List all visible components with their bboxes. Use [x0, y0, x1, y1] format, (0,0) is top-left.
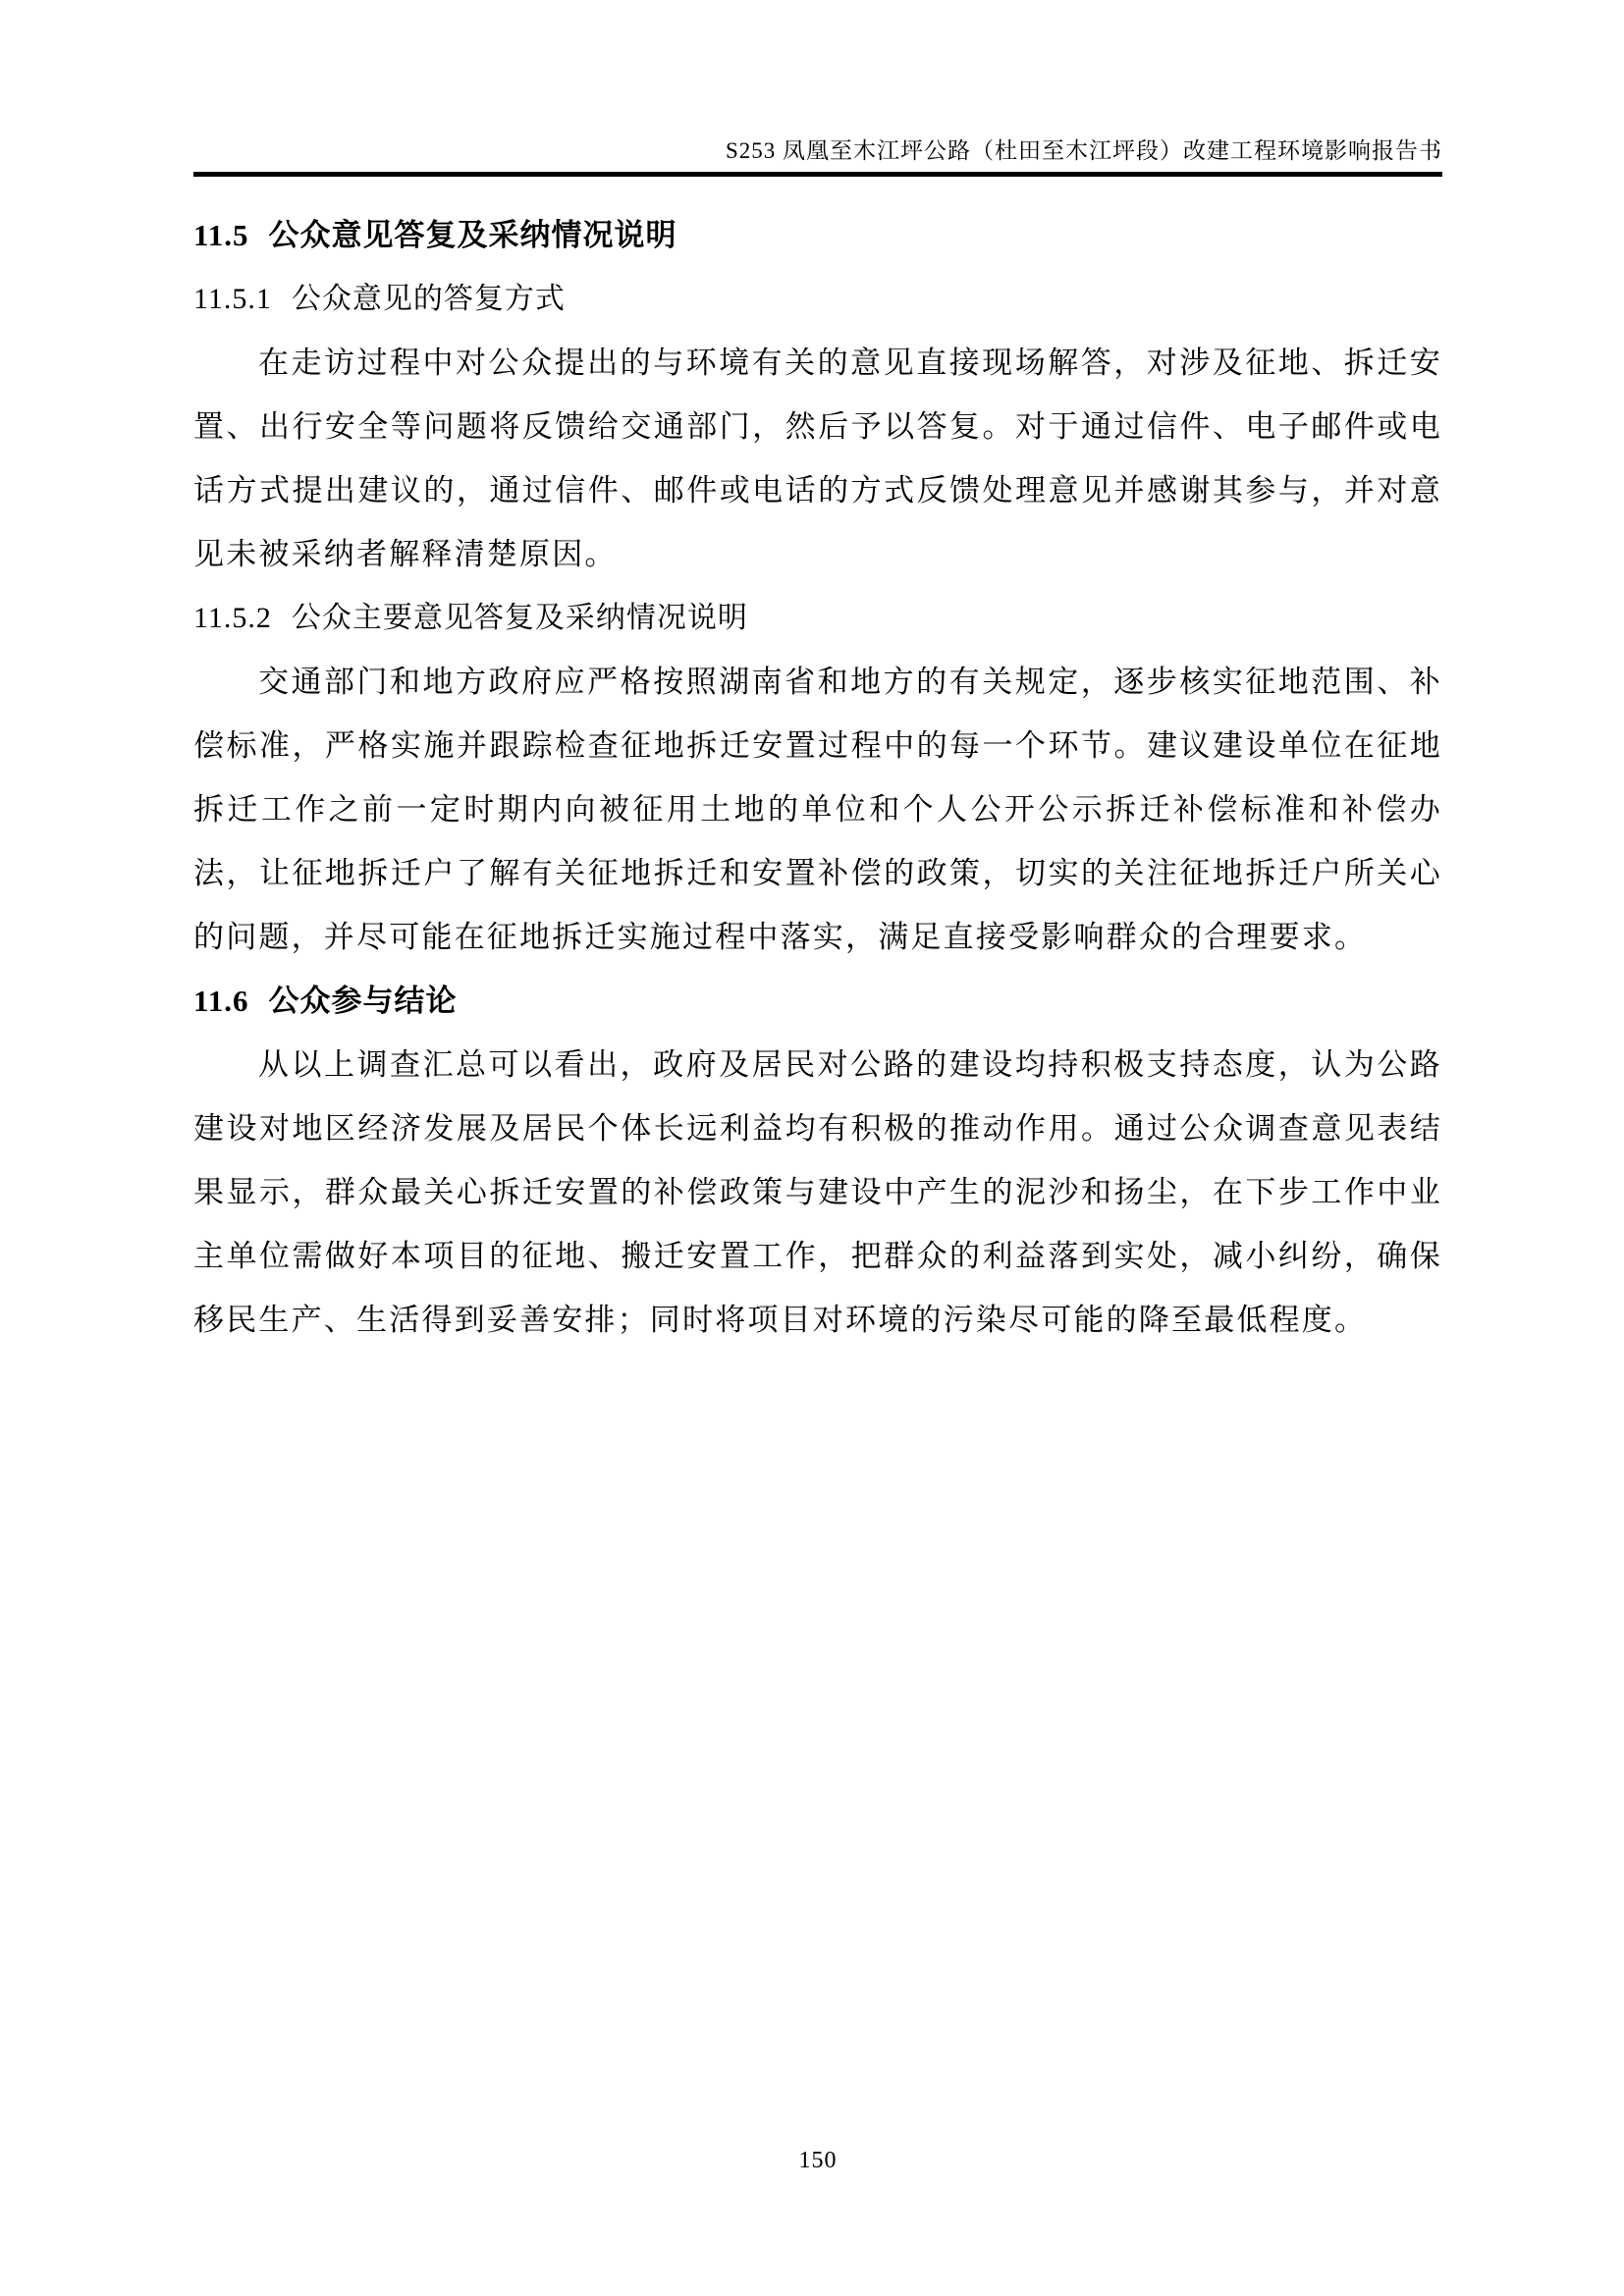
section-title: 公众意见答复及采纳情况说明	[268, 218, 677, 252]
subsection-heading-11-5-2	[193, 586, 1442, 650]
section-heading-11-5	[193, 203, 1442, 267]
section-number: 11.5	[193, 218, 249, 252]
page-number: 150	[798, 2148, 838, 2173]
document-body	[193, 203, 1442, 1352]
report-header-title: S253 凤凰至木江坪公路（杜田至木江坪段）改建工程环境影响报告书	[725, 138, 1442, 163]
subsection-number: 11.5.1	[193, 283, 272, 315]
paragraph-reply-method: 在走访过程中对公众提出的与环境有关的意见直接现场解答，对涉及征地、拆迁安置、出行安全等问题将反馈给交通部门，然后予以答复。对于通过信件、电子邮件或电话方式提出建议的，通过信件、邮件或电话的方式反馈处理意见并感谢其参与，并对意见未被采纳者解释清楚原因。	[193, 346, 1442, 571]
subsection-heading-11-5-1	[193, 267, 1442, 331]
section-number: 11.6	[193, 984, 249, 1018]
subsection-title: 公众主要意见答复及采纳情况说明	[291, 602, 748, 634]
subsection-title: 公众意见的答复方式	[291, 283, 566, 315]
paragraph-adoption-explanation: 交通部门和地方政府应严格按照湖南省和地方的有关规定，逐步核实征地范围、补偿标准，严格实施并跟踪检查征地拆迁安置过程中的每一个环节。建议建设单位在征地拆迁工作之前一定时期内向被征用土地的单位和个人公开公示拆迁补偿标准和补偿办法，让征地拆迁户了解有关征地拆迁和安置补偿的政策，切实的关注征地拆迁户所关心的问题，并尽可能在征地拆迁实施过程中落实，满足直接受影响群众的合理要求。	[193, 665, 1442, 954]
page-footer	[193, 2148, 1442, 2174]
section-heading-11-6	[193, 969, 1442, 1033]
subsection-number: 11.5.2	[193, 602, 272, 634]
paragraph-participation-conclusion: 从以上调查汇总可以看出，政府及居民对公路的建设均持积极支持态度，认为公路建设对地区经济发展及居民个体长远利益均有积极的推动作用。通过公众调查意见表结果显示，群众最关心拆迁安置的补偿政策与建设中产生的泥沙和扬尘，在下步工作中业主单位需做好本项目的征地、搬迁安置工作，把群众的利益落到实处，减小纠纷，确保移民生产、生活得到妥善安排；同时将项目对环境的污染尽可能的降至最低程度。	[193, 1047, 1442, 1337]
page-header	[193, 137, 1442, 177]
section-title: 公众参与结论	[268, 984, 458, 1018]
